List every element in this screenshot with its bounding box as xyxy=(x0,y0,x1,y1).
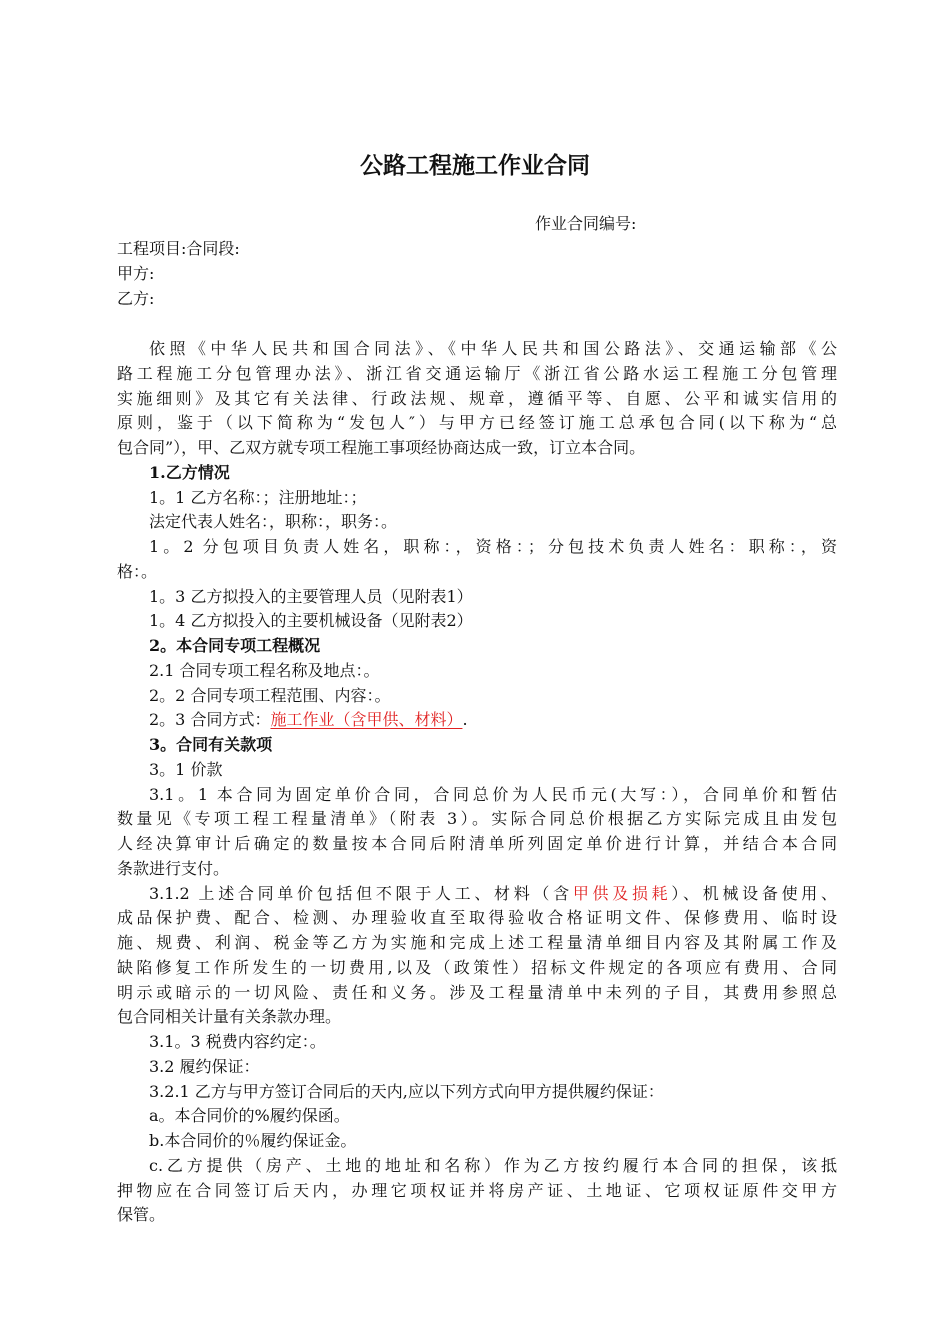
clause-3-2-1-c-line: 保管。 xyxy=(117,1205,166,1224)
clause-1-2-cont: 格：。 xyxy=(117,562,158,581)
clause-3-1-3: 3.1。3 税费内容约定：。 xyxy=(149,1032,326,1051)
clause-3-1-1-line: 人经决算审计后确定的数量按本合同后附清单所列固定单价进行计算，并结合本合同 xyxy=(117,834,837,853)
clause-3-2-1: 3.2.1 乙方与甲方签订合同后的天内,应以下列方式向甲方提供履约保证： xyxy=(149,1082,664,1101)
clause-1-1-representative: 法定代表人姓名：，职称：，职务：。 xyxy=(149,512,398,531)
clause-3-2-1-c-line: 押物应在合同签订后天内，办理它项权证并将房产证、土地证、它项权证原件交甲方 xyxy=(117,1181,837,1200)
clause-3-1-2-end: ）、机械设备使用、 xyxy=(671,884,837,903)
clause-2-3 xyxy=(149,708,837,733)
clause-1-1: 1。1 乙方名称：；注册地址：； xyxy=(149,488,367,507)
clause-3-1-2-line: 包合同相关计量有关条款办理。 xyxy=(117,1007,342,1026)
section-3-heading: 3。合同有关款项 xyxy=(149,735,273,754)
contract-number: 作业合同编号: xyxy=(535,214,637,233)
clause-3-1-2-line: 施、规费、利润、税金等乙方为实施和完成上述工程量清单细目内容及其附属工作及 xyxy=(117,933,837,952)
contract-method-value: 施工作业（含甲供、材料） xyxy=(270,710,463,729)
clause-3-2-1-a: a。本合同价的%履约保函。 xyxy=(149,1106,350,1125)
clause-1-4: 1。4 乙方拟投入的主要机械设备（见附表2） xyxy=(149,611,473,630)
clause-3-1-1-line: 条款进行支付。 xyxy=(117,859,230,878)
intro-line: 原则，鉴于（以下简称为“发包人″）与甲方已经签订施工总承包合同(以下称为“总 xyxy=(117,413,837,432)
clause-3-1-2-line: 成品保护费、配合、检测、办理验收直至取得验收合格证明文件、保修费用、临时设 xyxy=(117,908,837,927)
clause-3-1-1-line: 数量见《专项工程工程量清单》（附表 3）。实际合同总价根据乙方实际完成且由发包 xyxy=(117,809,837,828)
intro-line: 实施细则》及其它有关法律、行政法规、规章，遵循平等、自愿、公平和诚实信用的 xyxy=(117,389,837,408)
project-line: 工程项目:合同段: xyxy=(117,239,240,258)
clause-3-1-2-line: 缺陷修复工作所发生的一切费用,以及（政策性）招标文件规定的各项应有费用、合同 xyxy=(117,958,837,977)
party-a-line: 甲方: xyxy=(117,264,155,283)
party-b-line: 乙方: xyxy=(117,289,155,308)
document-title: 公路工程施工作业合同 xyxy=(360,153,590,179)
clause-3-1: 3。1 价款 xyxy=(149,760,223,779)
section-2-heading: 2。本合同专项工程概况 xyxy=(149,636,321,655)
clause-3-2-1-b: b.本合同价的％履约保证金。 xyxy=(149,1131,357,1150)
section-1-heading: 1.乙方情况 xyxy=(149,463,230,482)
intro-line: 依照《中华人民共和国合同法》、《中华人民共和国公路法》、交通运输部《公 xyxy=(149,339,837,358)
clause-1-2: 1。2 分包项目负责人姓名，职称：，资格：；分包技术负责人姓名：职称：，资 xyxy=(149,537,837,556)
clause-2-1: 2.1 合同专项工程名称及地点：。 xyxy=(149,661,380,680)
clause-3-1-1-line: 3.1。1 本合同为固定单价合同，合同总价为人民币元(大写：），合同单价和暂估 xyxy=(149,785,837,804)
intro-line: 包合同”），甲、乙双方就专项工程施工事项经协商达成一致，订立本合同。 xyxy=(117,438,646,457)
clause-2-3-label: 2。3 合同方式： xyxy=(149,710,271,729)
clause-2-3-end: . xyxy=(462,710,468,729)
clause-3-2: 3.2 履约保证： xyxy=(149,1057,260,1076)
clause-3-1-2-line xyxy=(149,882,837,907)
clause-3-2-1-c-line: c.乙方提供（房产、土地的地址和名称）作为乙方按约履行本合同的担保，该抵 xyxy=(149,1156,837,1175)
clause-3-1-2-line: 明示或暗示的一切风险、责任和义务。涉及工程量清单中未列的子目，其费用参照总 xyxy=(117,983,837,1002)
clause-1-3: 1。3 乙方拟投入的主要管理人员（见附表1） xyxy=(149,587,473,606)
intro-line: 路工程施工分包管理办法》、浙江省交通运输厅《浙江省公路水运工程施工分包管理 xyxy=(117,364,837,383)
clause-3-1-2-start: 3.1.2 上述合同单价包括但不限于人工、材料（含 xyxy=(149,884,573,903)
clause-3-1-2-highlight: 甲供及损耗 xyxy=(572,884,672,903)
clause-2-2: 2。2 合同专项工程范围、内容：。 xyxy=(149,686,391,705)
